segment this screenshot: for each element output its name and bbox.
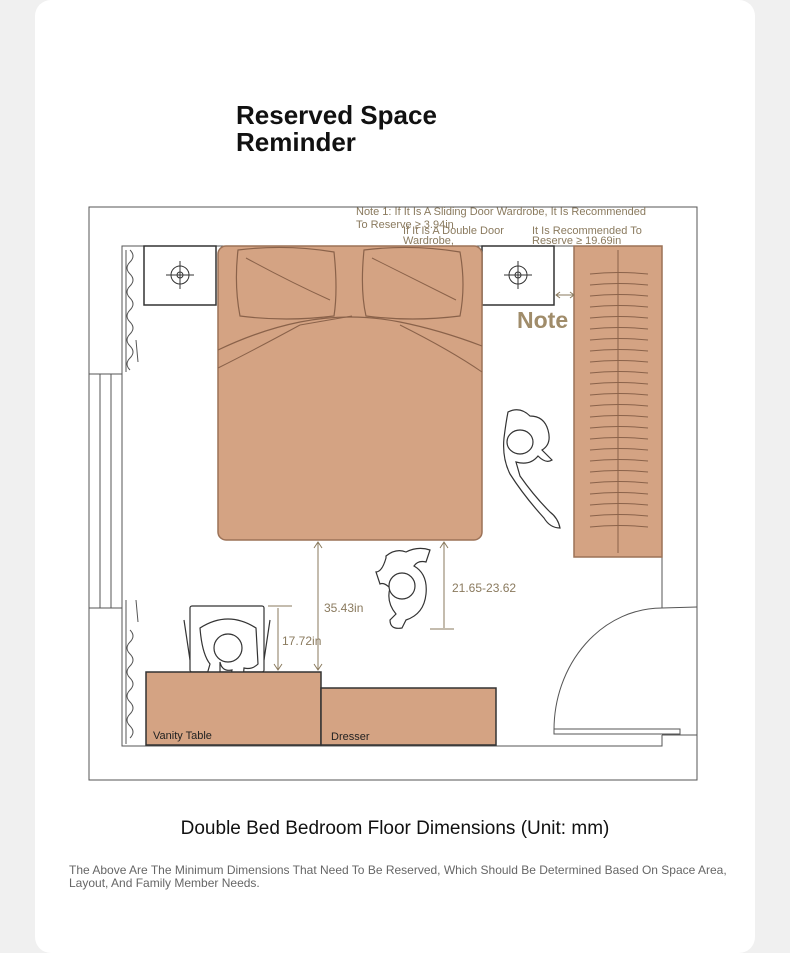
door-jamb — [662, 607, 697, 608]
door — [554, 608, 680, 734]
note-recommend-line-2: Reserve ≥ 19.69in — [532, 235, 622, 247]
plan-description: The Above Are The Minimum Dimensions That Need To Be Reserved, Which Should Be Determined Based On Space Area, Layout, And Family Member Needs. — [69, 863, 727, 890]
note-double-door-line-2: Wardrobe, — [403, 235, 454, 247]
note-1-line-2: To Reserve ≥ 3.94in — [356, 219, 454, 231]
dresser-label: Dresser — [331, 731, 370, 743]
plan-caption: Double Bed Bedroom Floor Dimensions (Unit: mm) — [180, 818, 610, 839]
curtain-bottom — [126, 600, 138, 744]
vanity-label: Vanity Table — [153, 730, 212, 742]
curtain-top — [126, 250, 138, 372]
dimension-walkway-range: 21.65-23.62 — [452, 581, 517, 595]
dimension-chair: 17.72in — [282, 634, 322, 648]
nightstand-left — [144, 246, 216, 305]
note-1-line-1: Note 1: If It Is A Sliding Door Wardrobe, It Is Recommended — [356, 206, 647, 218]
nightstand-right — [482, 246, 554, 305]
dimension-bed-walkway: 35.43in — [324, 601, 364, 615]
note-double-door-line-1: If It Is A Double Door — [403, 225, 504, 237]
wardrobe — [574, 246, 662, 557]
note-label: Note — [517, 307, 569, 333]
person-standing-icon — [504, 410, 560, 528]
window — [89, 374, 122, 608]
person-walking-icon — [376, 548, 430, 628]
page-title: Reserved Space Reminder — [236, 100, 437, 157]
note-recommend-line-1: It Is Recommended To — [532, 225, 642, 237]
double-bed — [218, 246, 482, 540]
